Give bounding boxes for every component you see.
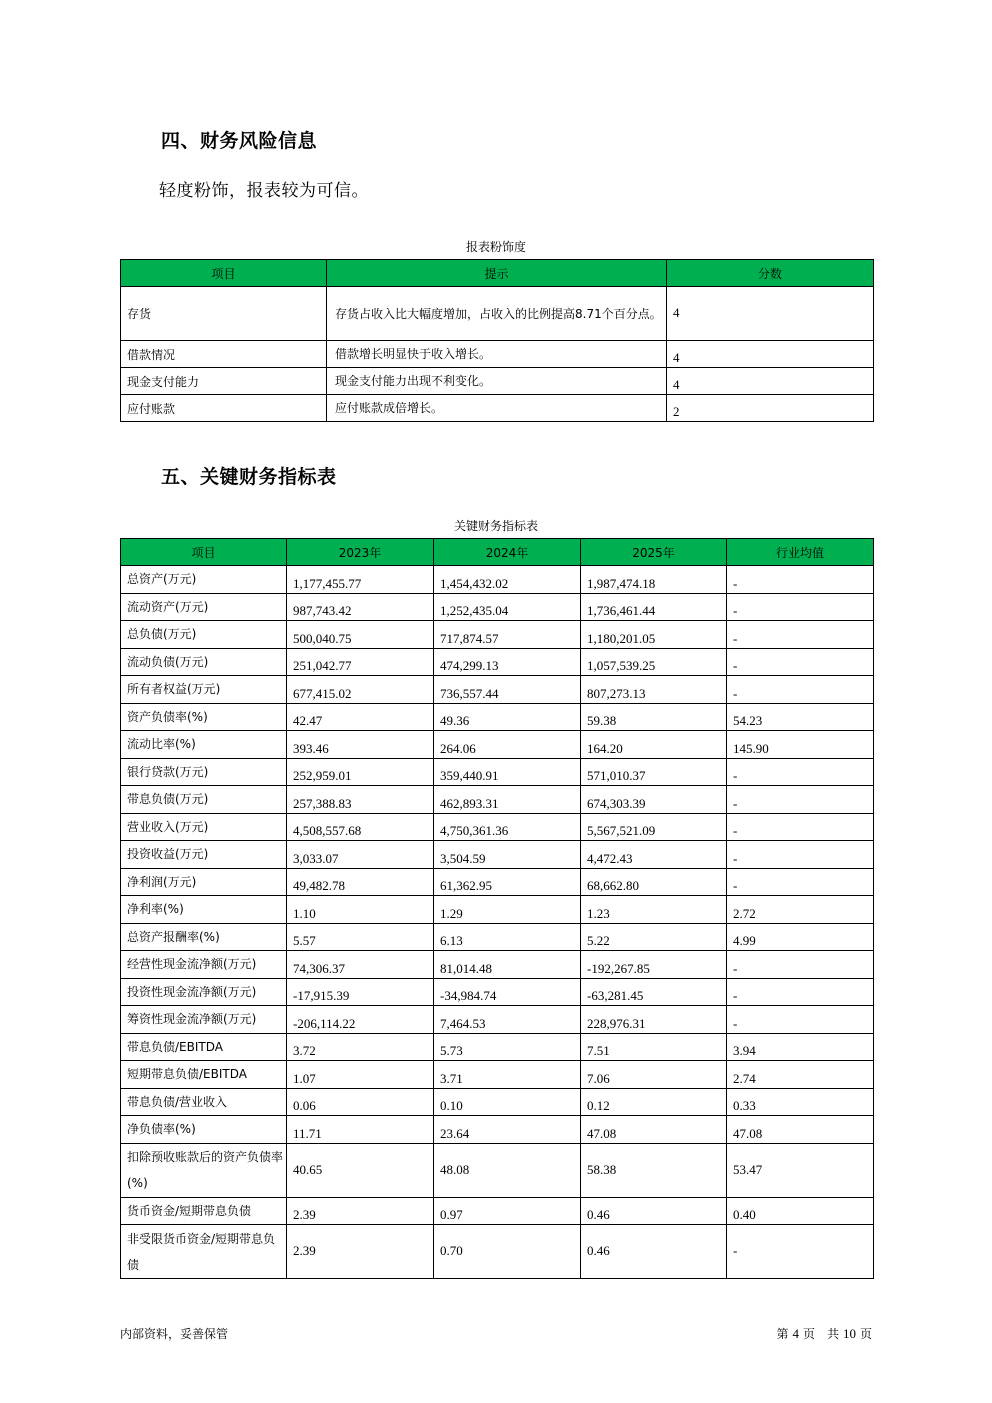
item-cell: 总资产(万元) [121,566,287,594]
value-2024-cell: 6.13 [434,923,581,951]
table-row [121,368,874,395]
whitewash-table [120,259,874,422]
table-row [121,1088,874,1116]
industry-avg-cell: 2.74 [727,1061,874,1089]
value-2023-cell: 0.06 [287,1088,434,1116]
table-header-row [121,260,874,287]
value-2023-cell: 49,482.78 [287,868,434,896]
industry-avg-cell: - [727,978,874,1006]
table-row [121,703,874,731]
value-2024-cell: 0.10 [434,1088,581,1116]
table-row [121,1061,874,1089]
risk-summary: 轻度粉饰，报表较为可信。 [159,181,369,201]
table-row [121,1033,874,1061]
value-2025-cell: 1,987,474.18 [581,566,727,594]
industry-avg-cell: - [727,593,874,621]
industry-avg-cell: - [727,1225,874,1279]
item-cell: 流动比率(%) [121,731,287,759]
value-2024-cell: 3,504.59 [434,841,581,869]
value-2025-cell: 1,736,461.44 [581,593,727,621]
industry-avg-cell: 47.08 [727,1116,874,1144]
item-cell: 货币资金/短期带息负债 [121,1197,287,1225]
value-2023-cell: 40.65 [287,1143,434,1197]
industry-avg-cell: - [727,621,874,649]
value-2023-cell: 1,177,455.77 [287,566,434,594]
industry-avg-cell: - [727,758,874,786]
table-row [121,951,874,979]
industry-avg-cell: 0.40 [727,1197,874,1225]
item-cell: 现金支付能力 [121,368,327,395]
key-indicators-table [120,538,874,1279]
item-cell: 投资性现金流净额(万元) [121,978,287,1006]
value-2025-cell: 1,057,539.25 [581,648,727,676]
value-2024-cell: 359,440.91 [434,758,581,786]
tip-cell: 存货占收入比大幅度增加，占收入的比例提高8.71个百分点。 [327,287,667,341]
table-header-row [121,539,874,566]
industry-avg-cell: - [727,786,874,814]
industry-avg-cell: - [727,868,874,896]
column-header-2024: 2024年 [434,539,581,566]
score-cell: 4 [667,287,874,341]
table-row [121,813,874,841]
score-cell: 4 [667,341,874,368]
item-cell: 带息负债/营业收入 [121,1088,287,1116]
tip-cell: 借款增长明显快于收入增长。 [327,341,667,368]
table-row [121,1197,874,1225]
value-2023-cell: 251,042.77 [287,648,434,676]
item-cell: 净利率(%) [121,896,287,924]
item-cell: 应付账款 [121,395,327,422]
value-2023-cell: -17,915.39 [287,978,434,1006]
table-row [121,841,874,869]
value-2023-cell: -206,114.22 [287,1006,434,1034]
value-2024-cell: 5.73 [434,1033,581,1061]
item-cell: 筹资性现金流净额(万元) [121,1006,287,1034]
value-2023-cell: 11.71 [287,1116,434,1144]
table-row [121,731,874,759]
value-2023-cell: 393.46 [287,731,434,759]
value-2023-cell: 500,040.75 [287,621,434,649]
value-2023-cell: 5.57 [287,923,434,951]
page-total: 10 [842,1326,856,1341]
value-2025-cell: 4,472.43 [581,841,727,869]
item-cell: 流动负债(万元) [121,648,287,676]
item-cell: 所有者权益(万元) [121,676,287,704]
value-2023-cell: 3,033.07 [287,841,434,869]
value-2024-cell: 61,362.95 [434,868,581,896]
page-current: 4 [792,1326,799,1341]
item-cell: 存货 [121,287,327,341]
table-caption-indicators: 关键财务指标表 [453,519,538,533]
industry-avg-cell: 2.72 [727,896,874,924]
value-2024-cell: 1.29 [434,896,581,924]
value-2024-cell: 474,299.13 [434,648,581,676]
value-2024-cell: 717,874.57 [434,621,581,649]
table-row [121,341,874,368]
industry-avg-cell: 54.23 [727,703,874,731]
item-cell: 流动资产(万元) [121,593,287,621]
footer-confidential: 内部资料，妥善保管 [120,1327,229,1341]
column-header-tip: 提示 [327,260,667,287]
page-suffix: 页 [859,1327,872,1341]
table-row [121,287,874,341]
table-row [121,896,874,924]
industry-avg-cell: - [727,566,874,594]
industry-avg-cell: - [727,951,874,979]
tip-cell: 现金支付能力出现不利变化。 [327,368,667,395]
table-row [121,758,874,786]
industry-avg-cell: - [727,676,874,704]
page-mid: 页 共 [802,1327,839,1341]
table-row [121,1006,874,1034]
item-cell: 投资收益(万元) [121,841,287,869]
column-header-score: 分数 [667,260,874,287]
industry-avg-cell: 53.47 [727,1143,874,1197]
value-2025-cell: -192,267.85 [581,951,727,979]
value-2024-cell: 7,464.53 [434,1006,581,1034]
item-cell: 带息负债(万元) [121,786,287,814]
value-2024-cell: 462,893.31 [434,786,581,814]
column-header-item: 项目 [121,260,327,287]
value-2025-cell: 228,976.31 [581,1006,727,1034]
item-cell: 非受限货币资金/短期带息负债 [121,1225,287,1279]
score-cell: 2 [667,395,874,422]
value-2024-cell: 81,014.48 [434,951,581,979]
table-caption-whitewash: 报表粉饰度 [465,240,526,254]
value-2023-cell: 2.39 [287,1225,434,1279]
section-5-heading: 五、关键财务指标表 [161,466,337,488]
item-cell: 经营性现金流净额(万元) [121,951,287,979]
item-cell: 净利润(万元) [121,868,287,896]
section-4-heading: 四、财务风险信息 [161,130,318,152]
industry-avg-cell: 4.99 [727,923,874,951]
value-2023-cell: 257,388.83 [287,786,434,814]
value-2025-cell: 47.08 [581,1116,727,1144]
value-2025-cell: 674,303.39 [581,786,727,814]
table-row [121,923,874,951]
industry-avg-cell: - [727,813,874,841]
value-2025-cell: 807,273.13 [581,676,727,704]
value-2024-cell: 49.36 [434,703,581,731]
value-2025-cell: 5.22 [581,923,727,951]
value-2023-cell: 2.39 [287,1197,434,1225]
item-cell: 扣除预收账款后的资产负债率(%) [121,1143,287,1197]
tip-cell: 应付账款成倍增长。 [327,395,667,422]
table-row [121,395,874,422]
table-row [121,786,874,814]
value-2025-cell: 7.06 [581,1061,727,1089]
industry-avg-cell: - [727,648,874,676]
industry-avg-cell: - [727,1006,874,1034]
column-header-2025: 2025年 [581,539,727,566]
value-2024-cell: 23.64 [434,1116,581,1144]
value-2024-cell: -34,984.74 [434,978,581,1006]
industry-avg-cell: - [727,841,874,869]
value-2024-cell: 736,557.44 [434,676,581,704]
item-cell: 银行贷款(万元) [121,758,287,786]
value-2024-cell: 0.97 [434,1197,581,1225]
item-cell: 营业收入(万元) [121,813,287,841]
value-2024-cell: 1,454,432.02 [434,566,581,594]
table-row [121,648,874,676]
item-cell: 资产负债率(%) [121,703,287,731]
value-2023-cell: 74,306.37 [287,951,434,979]
value-2023-cell: 4,508,557.68 [287,813,434,841]
value-2025-cell: 7.51 [581,1033,727,1061]
value-2024-cell: 0.70 [434,1225,581,1279]
value-2024-cell: 48.08 [434,1143,581,1197]
table-row [121,621,874,649]
page-number [776,1325,872,1342]
score-cell: 4 [667,368,874,395]
industry-avg-cell: 3.94 [727,1033,874,1061]
item-cell: 总负债(万元) [121,621,287,649]
table-row [121,1143,874,1197]
item-cell: 带息负债/EBITDA [121,1033,287,1061]
table-row [121,566,874,594]
column-header-item: 项目 [121,539,287,566]
table-row [121,868,874,896]
value-2024-cell: 264.06 [434,731,581,759]
page-prefix: 第 [776,1327,789,1341]
item-cell: 短期带息负债/EBITDA [121,1061,287,1089]
value-2024-cell: 1,252,435.04 [434,593,581,621]
value-2023-cell: 1.10 [287,896,434,924]
value-2023-cell: 1.07 [287,1061,434,1089]
industry-avg-cell: 0.33 [727,1088,874,1116]
table-row [121,1225,874,1279]
table-row [121,1116,874,1144]
value-2023-cell: 252,959.01 [287,758,434,786]
value-2023-cell: 42.47 [287,703,434,731]
value-2025-cell: 1.23 [581,896,727,924]
value-2024-cell: 4,750,361.36 [434,813,581,841]
value-2024-cell: 3.71 [434,1061,581,1089]
value-2025-cell: 59.38 [581,703,727,731]
column-header-industry-avg: 行业均值 [727,539,874,566]
value-2025-cell: 164.20 [581,731,727,759]
value-2025-cell: -63,281.45 [581,978,727,1006]
industry-avg-cell: 145.90 [727,731,874,759]
value-2025-cell: 68,662.80 [581,868,727,896]
value-2025-cell: 0.46 [581,1197,727,1225]
table-row [121,676,874,704]
table-row [121,978,874,1006]
value-2025-cell: 1,180,201.05 [581,621,727,649]
item-cell: 净负债率(%) [121,1116,287,1144]
value-2025-cell: 0.12 [581,1088,727,1116]
item-cell: 借款情况 [121,341,327,368]
column-header-2023: 2023年 [287,539,434,566]
value-2025-cell: 571,010.37 [581,758,727,786]
table-row [121,593,874,621]
value-2025-cell: 0.46 [581,1225,727,1279]
value-2023-cell: 3.72 [287,1033,434,1061]
value-2025-cell: 5,567,521.09 [581,813,727,841]
value-2023-cell: 677,415.02 [287,676,434,704]
item-cell: 总资产报酬率(%) [121,923,287,951]
value-2023-cell: 987,743.42 [287,593,434,621]
value-2025-cell: 58.38 [581,1143,727,1197]
